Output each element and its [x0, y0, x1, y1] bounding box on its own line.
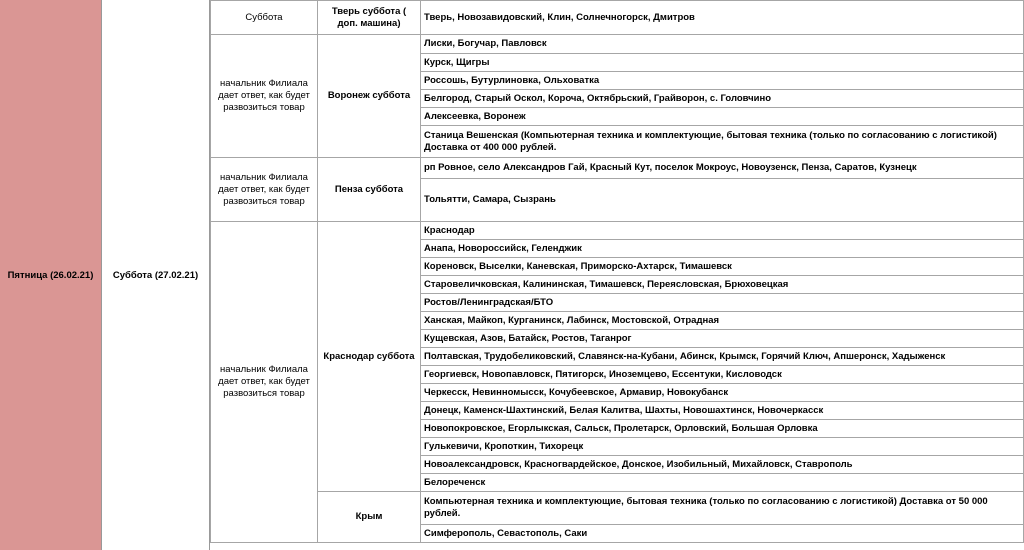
crimea-cities: Симферополь, Севастополь, Саки	[421, 525, 1024, 543]
voronezh-cities: Станица Вешенская (Компьютерная техника и комплектующие, бытовая техника (только по согласованию с логистикой) Доставка от 400 000 рублей.	[421, 126, 1024, 158]
krasnodar-route: Краснодар суббота	[318, 222, 421, 492]
krasnodar-cities: Донецк, Каменск-Шахтинский, Белая Калитва, Шахты, Новошахтинск, Новочеркасск	[421, 402, 1024, 420]
voronezh-cities: Белгород, Старый Оскол, Короча, Октябрьский, Грайворон, с. Головчино	[421, 90, 1024, 108]
voronezh-cities: Лиски, Богучар, Павловск	[421, 35, 1024, 54]
voronezh-route: Воронеж суббота	[318, 35, 421, 158]
krasnodar-note: начальник Филиала дает ответ, как будет развозиться товар	[211, 222, 318, 543]
krasnodar-cities: Черкесск, Невинномысск, Кочубеевское, Армавир, Новокубанск	[421, 384, 1024, 402]
table-row	[211, 35, 1024, 54]
krasnodar-cities: Краснодар	[421, 222, 1024, 240]
penza-note: начальник Филиала дает ответ, как будет развозиться товар	[211, 158, 318, 222]
krasnodar-cities: Георгиевск, Новопавловск, Пятигорск, Иноземцево, Ессентуки, Кисловодск	[421, 366, 1024, 384]
crimea-cities: Компьютерная техника и комплектующие, бытовая техника (только по согласованию с логистикой) Доставка от 50 000 рублей.	[421, 492, 1024, 525]
column-friday	[0, 0, 102, 550]
voronezh-cities: Алексеевка, Воронеж	[421, 108, 1024, 126]
day-friday: Пятница (26.02.21)	[7, 269, 94, 281]
penza-route: Пенза суббота	[318, 158, 421, 222]
tver-cities: Тверь, Новозавидовский, Клин, Солнечногорск, Дмитров	[421, 1, 1024, 35]
krasnodar-cities: Новоалександровск, Красногвардейское, Донское, Изобильный, Михайловск, Ставрополь	[421, 456, 1024, 474]
penza-cities: Тольятти, Самара, Сызрань	[421, 179, 1024, 222]
krasnodar-cities: Ростов/Ленинградская/БТО	[421, 294, 1024, 312]
column-saturday	[102, 0, 210, 550]
table-row	[211, 492, 1024, 525]
krasnodar-cities: Белореченск	[421, 474, 1024, 492]
crimea-route: Крым	[318, 492, 421, 543]
voronezh-cities: Россошь, Бутурлиновка, Ольховатка	[421, 72, 1024, 90]
krasnodar-cities: Кореновск, Выселки, Каневская, Приморско-Ахтарск, Тимашевск	[421, 258, 1024, 276]
voronezh-cities: Курск, Щигры	[421, 54, 1024, 72]
tver-route: Тверь суббота ( доп. машина)	[318, 1, 421, 35]
table-row	[211, 1, 1024, 35]
penza-cities: рп Ровное, село Александров Гай, Красный Кут, поселок Мокроус, Новоузенск, Пенза, Саратов, Кузнецк	[421, 158, 1024, 179]
krasnodar-cities: Кущевская, Азов, Батайск, Ростов, Таганрог	[421, 330, 1024, 348]
krasnodar-cities: Полтавская, Трудобеликовский, Славянск-на-Кубани, Абинск, Крымск, Горячий Ключ, Апшеронск, Хадыженск	[421, 348, 1024, 366]
krasnodar-cities: Старовеличковская, Калининская, Тимашевск, Переясловская, Брюховецкая	[421, 276, 1024, 294]
table-row	[211, 158, 1024, 179]
krasnodar-cities: Гулькевичи, Кропоткин, Тихорецк	[421, 438, 1024, 456]
krasnodar-cities: Ханская, Майкоп, Курганинск, Лабинск, Мостовской, Отрадная	[421, 312, 1024, 330]
krasnodar-cities: Новопокровское, Егорлыкская, Сальск, Пролетарск, Орловский, Большая Орловка	[421, 420, 1024, 438]
table-row	[211, 222, 1024, 240]
day-saturday: Суббота (27.02.21)	[112, 269, 199, 281]
voronezh-note: начальник Филиала дает ответ, как будет развозиться товар	[211, 35, 318, 158]
krasnodar-cities: Анапа, Новороссийск, Геленджик	[421, 240, 1024, 258]
schedule-table	[210, 0, 1024, 543]
tver-day: Суббота	[211, 1, 318, 35]
